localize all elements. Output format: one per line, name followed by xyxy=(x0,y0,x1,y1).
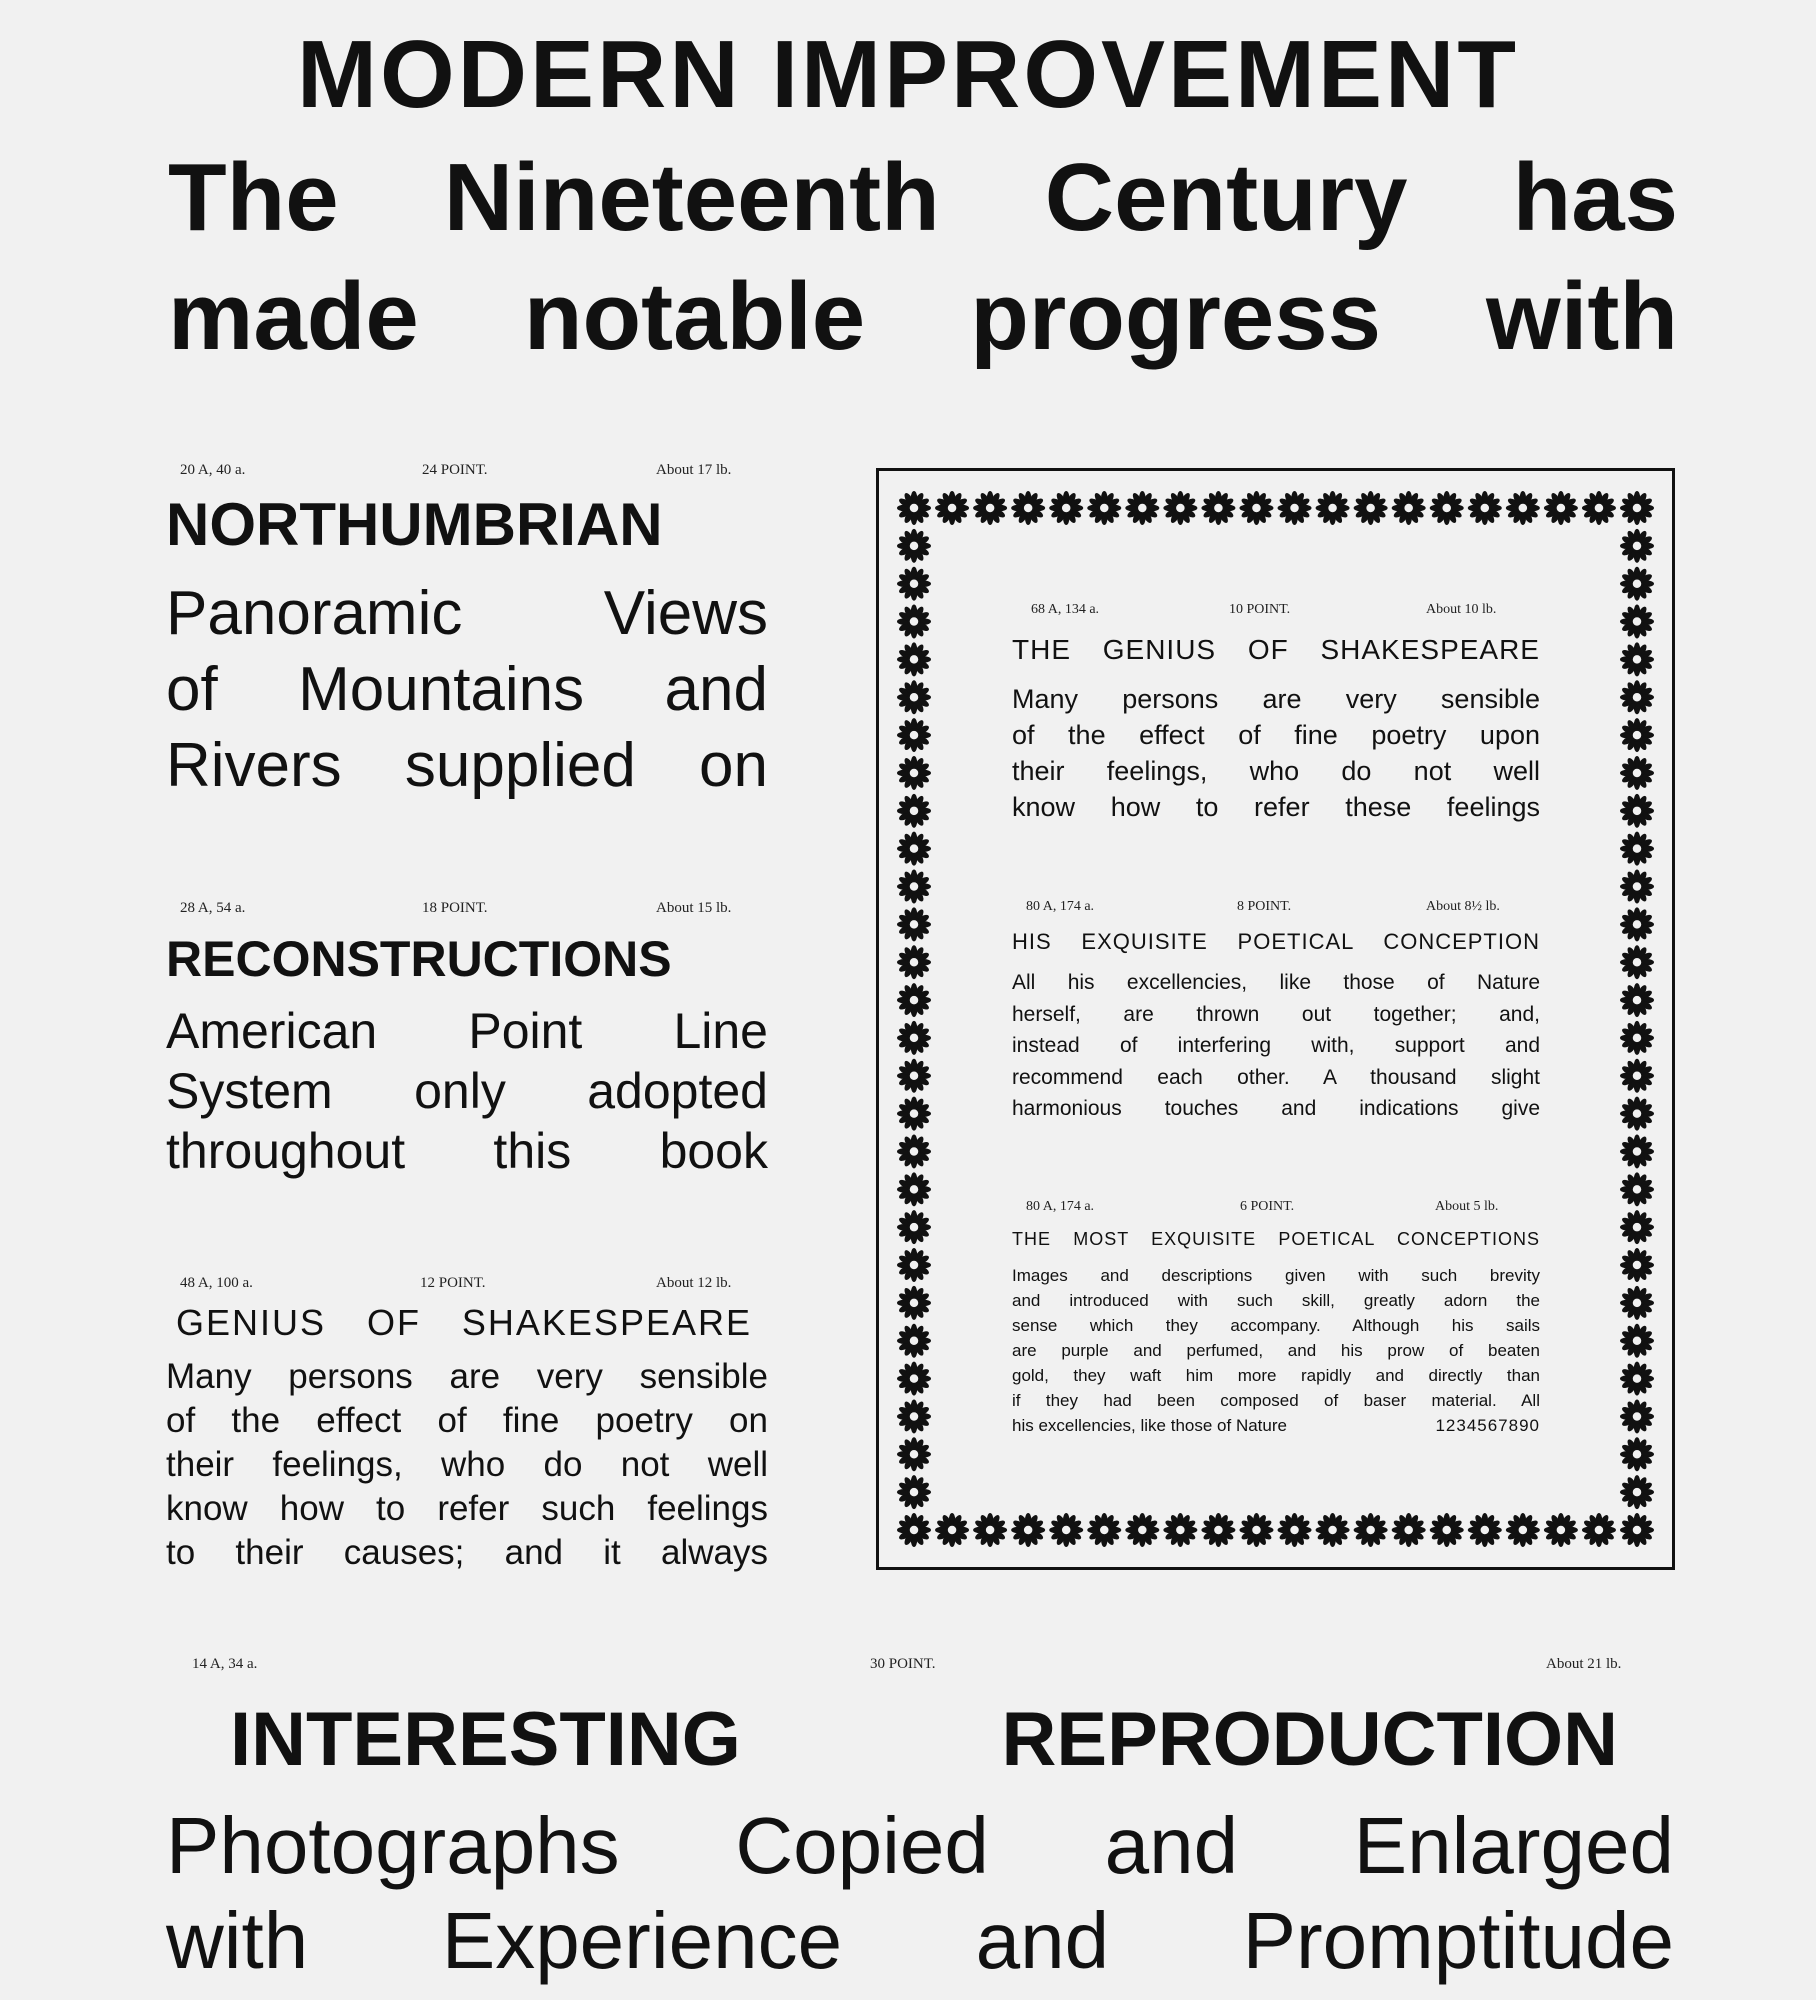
daisy-flower-icon xyxy=(1354,1513,1388,1547)
specimen-line: of the effect of fine poetry on xyxy=(166,1401,768,1440)
daisy-flower-icon xyxy=(897,907,931,941)
daisy-flower-icon xyxy=(897,1437,931,1471)
daisy-flower-icon xyxy=(897,1286,931,1320)
daisy-flower-icon xyxy=(897,680,931,714)
specimen-heading: HIS EXQUISITE POETICAL CONCEPTION xyxy=(1012,929,1540,954)
daisy-flower-icon xyxy=(897,1399,931,1433)
daisy-flower-icon xyxy=(1468,491,1502,525)
daisy-flower-icon xyxy=(1620,832,1654,866)
daisy-flower-icon xyxy=(1620,756,1654,790)
daisy-flower-icon xyxy=(1125,491,1159,525)
daisy-flower-icon xyxy=(1620,529,1654,563)
daisy-flower-icon xyxy=(1239,491,1273,525)
meta-size: 18 POINT. xyxy=(422,900,488,916)
daisy-flower-icon xyxy=(1278,491,1312,525)
daisy-flower-icon xyxy=(1392,491,1426,525)
specimen-line: recommend each other. A thousand slight xyxy=(1012,1066,1540,1089)
meta-count: 20 A, 40 a. xyxy=(180,462,246,478)
daisy-flower-icon xyxy=(1011,491,1045,525)
daisy-flower-icon xyxy=(973,1513,1007,1547)
daisy-flower-icon xyxy=(1620,718,1654,752)
daisy-flower-icon xyxy=(1620,907,1654,941)
daisy-flower-icon xyxy=(897,642,931,676)
specimen-line: gold, they waft him more rapidly and directly than xyxy=(1012,1366,1540,1385)
numerals: 1234567890 xyxy=(1435,1416,1540,1435)
daisy-flower-icon xyxy=(1201,491,1235,525)
specimen-line: Rivers supplied on xyxy=(166,731,768,800)
daisy-flower-icon xyxy=(1506,491,1540,525)
daisy-flower-icon xyxy=(1011,1513,1045,1547)
daisy-flower-icon xyxy=(1620,1437,1654,1471)
daisy-flower-icon xyxy=(1239,1513,1273,1547)
daisy-flower-icon xyxy=(897,1059,931,1093)
daisy-flower-icon xyxy=(897,1097,931,1131)
daisy-flower-icon xyxy=(1620,1134,1654,1168)
daisy-flower-icon xyxy=(1544,1513,1578,1547)
daisy-flower-icon xyxy=(1201,1513,1235,1547)
daisy-flower-icon xyxy=(1278,1513,1312,1547)
daisy-flower-icon xyxy=(1620,1172,1654,1206)
specimen-heading: NORTHUMBRIAN xyxy=(166,491,663,558)
specimen-line: are purple and perfumed, and his prow of beaten xyxy=(1012,1341,1540,1360)
daisy-flower-icon xyxy=(1430,1513,1464,1547)
daisy-flower-icon xyxy=(897,567,931,601)
daisy-flower-icon xyxy=(897,1021,931,1055)
daisy-flower-icon xyxy=(1354,491,1388,525)
daisy-flower-icon xyxy=(935,491,969,525)
meta-weight: About 21 lb. xyxy=(1546,1656,1622,1672)
daisy-flower-icon xyxy=(897,945,931,979)
daisy-flower-icon xyxy=(1620,945,1654,979)
specimen-heading: INTERESTING REPRODUCTION xyxy=(230,1697,1618,1782)
meta-weight: About 17 lb. xyxy=(656,462,732,478)
header-line-1: The Nineteenth Century has xyxy=(168,144,1678,251)
daisy-flower-icon xyxy=(897,794,931,828)
daisy-flower-icon xyxy=(1087,491,1121,525)
daisy-flower-icon xyxy=(1620,605,1654,639)
meta-count: 28 A, 54 a. xyxy=(180,900,246,916)
daisy-flower-icon xyxy=(1620,680,1654,714)
specimen-line: instead of interfering with, support and xyxy=(1012,1034,1540,1057)
daisy-flower-icon xyxy=(1049,491,1083,525)
meta-size: 10 POINT. xyxy=(1229,602,1291,617)
specimen-line: System only adopted xyxy=(166,1063,768,1119)
daisy-flower-icon xyxy=(897,1248,931,1282)
specimen-line: throughout this book xyxy=(166,1123,768,1179)
daisy-flower-icon xyxy=(897,1475,931,1509)
daisy-flower-icon xyxy=(1582,491,1616,525)
header-line-2: made notable progress with xyxy=(168,263,1678,370)
daisy-flower-icon xyxy=(897,870,931,904)
meta-count: 80 A, 174 a. xyxy=(1026,899,1095,914)
daisy-flower-icon xyxy=(1125,1513,1159,1547)
daisy-flower-icon xyxy=(897,1324,931,1358)
specimen-line: of the effect of fine poetry upon xyxy=(1012,720,1540,750)
daisy-flower-icon xyxy=(1620,1362,1654,1396)
meta-count: 68 A, 134 a. xyxy=(1031,602,1100,617)
specimen-line: Many persons are very sensible xyxy=(1012,684,1540,714)
daisy-flower-icon xyxy=(1620,983,1654,1017)
specimen-line: their feelings, who do not well xyxy=(166,1445,768,1484)
daisy-flower-icon xyxy=(1620,1399,1654,1433)
meta-size: 8 POINT. xyxy=(1237,899,1292,914)
specimen-line: Photographs Copied and Enlarged xyxy=(166,1801,1674,1890)
daisy-flower-icon xyxy=(1620,1059,1654,1093)
daisy-flower-icon xyxy=(1506,1513,1540,1547)
daisy-flower-icon xyxy=(897,605,931,639)
meta-count: 14 A, 34 a. xyxy=(192,1656,258,1672)
daisy-flower-icon xyxy=(897,1210,931,1244)
specimen-line: of Mountains and xyxy=(166,655,768,724)
specimen-line: herself, are thrown out together; and, xyxy=(1012,1003,1540,1026)
daisy-flower-icon xyxy=(897,756,931,790)
daisy-flower-icon xyxy=(897,983,931,1017)
meta-count: 48 A, 100 a. xyxy=(180,1275,253,1291)
meta-weight: About 8½ lb. xyxy=(1426,899,1500,914)
specimen-line: Images and descriptions given with such brevity xyxy=(1012,1266,1540,1285)
daisy-flower-icon xyxy=(897,1513,931,1547)
daisy-flower-icon xyxy=(973,491,1007,525)
specimen-line: know how to refer such feelings xyxy=(166,1489,768,1528)
meta-size: 30 POINT. xyxy=(870,1656,936,1672)
daisy-flower-icon xyxy=(1392,1513,1426,1547)
daisy-flower-icon xyxy=(1620,1324,1654,1358)
daisy-flower-icon xyxy=(897,491,931,525)
daisy-flower-icon xyxy=(1620,1097,1654,1131)
daisy-flower-icon xyxy=(1620,642,1654,676)
specimen-line: their feelings, who do not well xyxy=(1012,756,1540,786)
meta-weight: About 10 lb. xyxy=(1426,602,1497,617)
daisy-flower-icon xyxy=(1163,491,1197,525)
specimen-line: Panoramic Views xyxy=(166,579,768,648)
page-title: MODERN IMPROVEMENT xyxy=(296,21,1520,128)
daisy-flower-icon xyxy=(1582,1513,1616,1547)
daisy-flower-icon xyxy=(1049,1513,1083,1547)
daisy-flower-icon xyxy=(897,832,931,866)
daisy-flower-icon xyxy=(897,1134,931,1168)
daisy-flower-icon xyxy=(1163,1513,1197,1547)
daisy-flower-icon xyxy=(1620,870,1654,904)
daisy-flower-icon xyxy=(897,1172,931,1206)
specimen-line: harmonious touches and indications give xyxy=(1012,1097,1540,1120)
meta-size: 6 POINT. xyxy=(1240,1199,1295,1214)
specimen-heading: GENIUS OF SHAKESPEARE xyxy=(176,1302,752,1343)
daisy-flower-icon xyxy=(897,529,931,563)
daisy-flower-icon xyxy=(1620,491,1654,525)
daisy-flower-icon xyxy=(1620,1210,1654,1244)
daisy-flower-icon xyxy=(1430,491,1464,525)
daisy-flower-icon xyxy=(1087,1513,1121,1547)
daisy-flower-icon xyxy=(1620,567,1654,601)
specimen-heading: THE MOST EXQUISITE POETICAL CONCEPTIONS xyxy=(1012,1229,1540,1249)
specimen-line: his excellencies, like those of Nature xyxy=(1012,1416,1287,1435)
specimen-line: and introduced with such skill, greatly adorn the xyxy=(1012,1291,1540,1310)
daisy-flower-icon xyxy=(1316,1513,1350,1547)
specimen-line: to their causes; and it always xyxy=(166,1533,768,1572)
meta-weight: About 12 lb. xyxy=(656,1275,732,1291)
specimen-line: American Point Line xyxy=(166,1003,768,1059)
daisy-flower-icon xyxy=(1620,1513,1654,1547)
daisy-flower-icon xyxy=(1620,794,1654,828)
meta-size: 24 POINT. xyxy=(422,462,488,478)
daisy-flower-icon xyxy=(1468,1513,1502,1547)
daisy-flower-icon xyxy=(1620,1286,1654,1320)
daisy-flower-icon xyxy=(1620,1021,1654,1055)
specimen-line: All his excellencies, like those of Nature xyxy=(1012,971,1540,994)
meta-weight: About 5 lb. xyxy=(1435,1199,1499,1214)
daisy-flower-icon xyxy=(1620,1475,1654,1509)
specimen-line: if they had been composed of baser material. All xyxy=(1012,1391,1540,1410)
meta-weight: About 15 lb. xyxy=(656,900,732,916)
specimen-line: Many persons are very sensible xyxy=(166,1357,768,1396)
daisy-flower-icon xyxy=(935,1513,969,1547)
meta-count: 80 A, 174 a. xyxy=(1026,1199,1095,1214)
meta-size: 12 POINT. xyxy=(420,1275,486,1291)
specimen-line: know how to refer these feelings xyxy=(1012,792,1540,822)
specimen-heading: THE GENIUS OF SHAKESPEARE xyxy=(1012,634,1540,665)
daisy-flower-icon xyxy=(1544,491,1578,525)
daisy-flower-icon xyxy=(1316,491,1350,525)
specimen-line: with Experience and Promptitude xyxy=(166,1896,1674,1985)
daisy-flower-icon xyxy=(1620,1248,1654,1282)
specimen-line: sense which they accompany. Although his sails xyxy=(1012,1316,1540,1335)
daisy-flower-icon xyxy=(897,718,931,752)
specimen-heading: RECONSTRUCTIONS xyxy=(166,931,672,987)
daisy-flower-icon xyxy=(897,1362,931,1396)
